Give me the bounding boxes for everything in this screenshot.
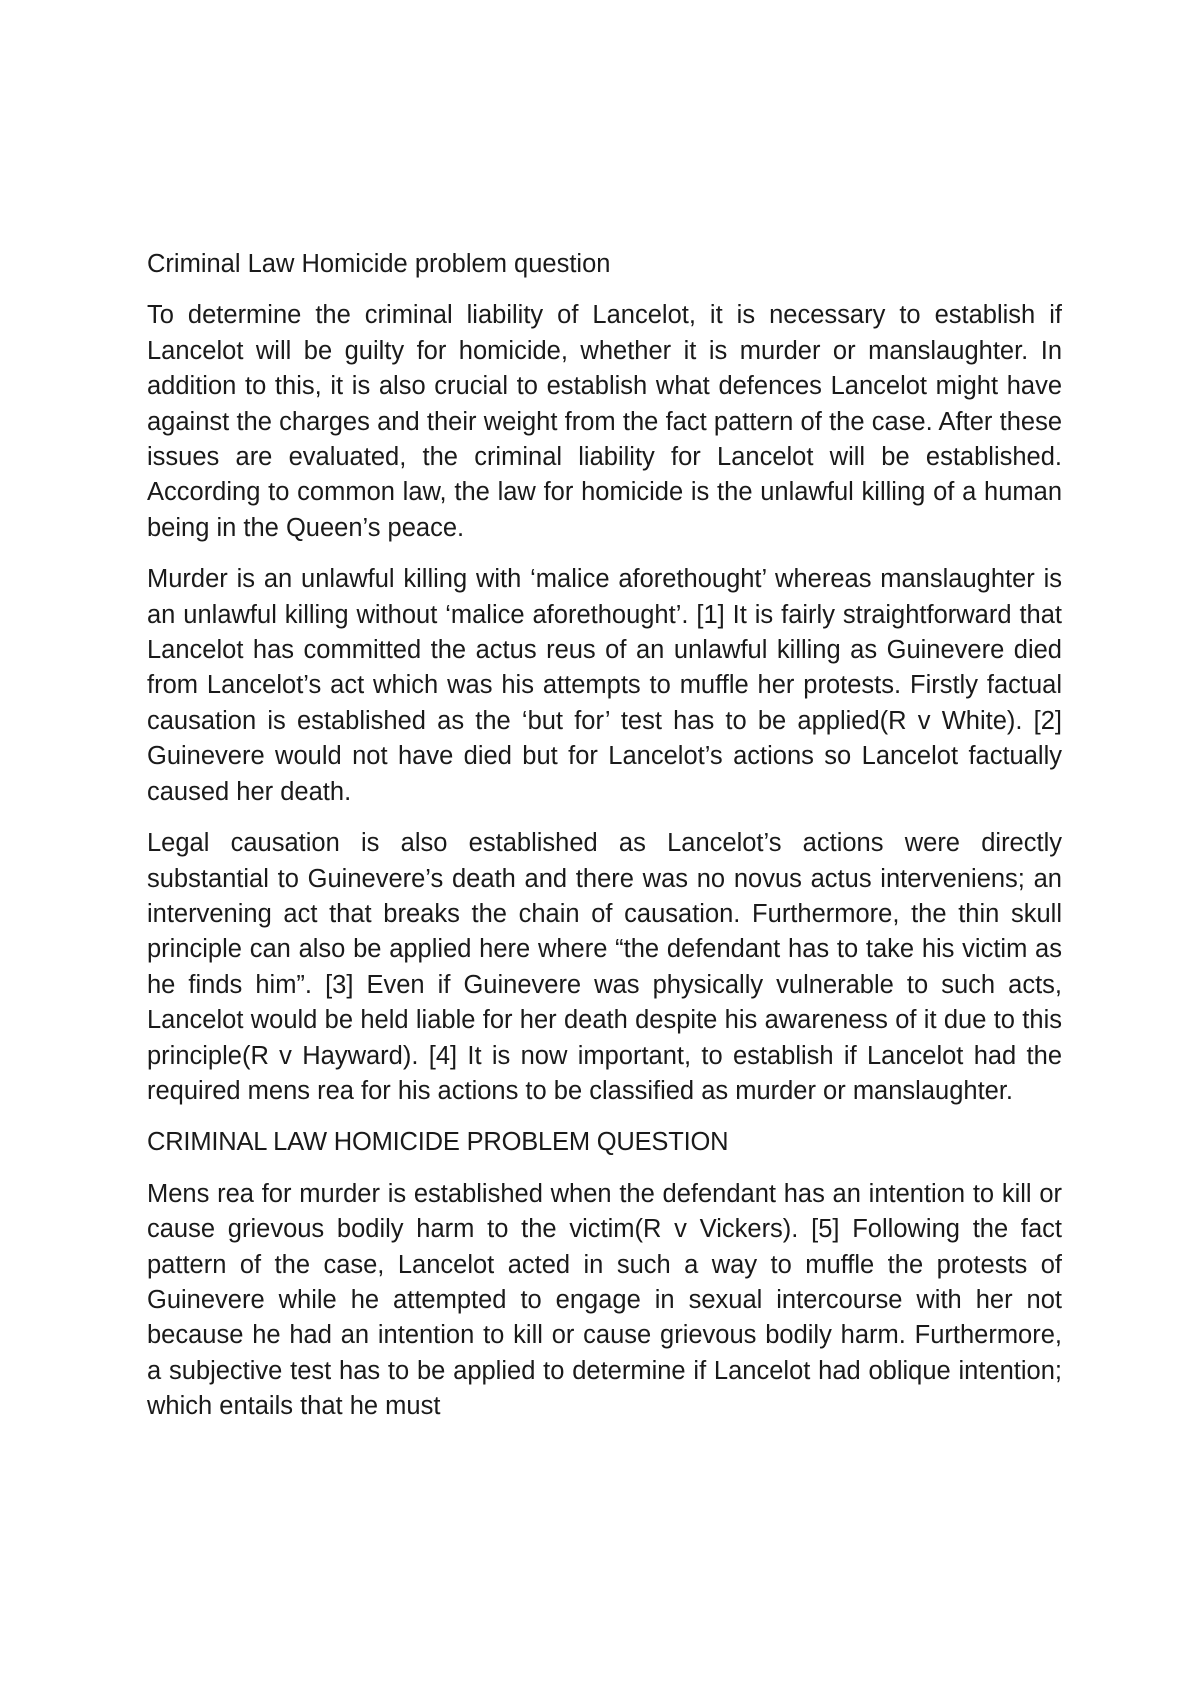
document-body: [147, 247, 1062, 1425]
paragraph-legal-causation: Legal causation is also established as Lancelot’s actions were directly substantial to Guinevere’s death and there was no novus actus interveniens; an intervening act that breaks the chain of causation. Furthermore, the thin skull principle can also be applied here where “the defendant has to take his victim as he finds him”. [3] Even if Guinevere was physically vulnerable to such acts, Lancelot would be held liable for her death despite his awareness of it due to this principle(R v Hayward). [4] It is now important, to establish if Lancelot had the required mens rea for his actions to be classified as murder or manslaughter.: [147, 829, 1062, 1105]
paragraph-mens-rea: Mens rea for murder is established when the defendant has an intention to kill or cause grievous bodily harm to the victim(R v Vickers). [5] Following the fact pattern of the case, Lancelot acted in such a way to muffle the protests of Guinevere while he attempted to engage in sexual intercourse with her not because he had an intention to kill or cause grievous bodily harm. Furthermore, a subjective test has to be applied to determine if Lancelot had oblique intention; which entails that he must: [147, 1179, 1062, 1421]
paragraph-introduction: To determine the criminal liability of Lancelot, it is necessary to establish if Lancelot will be guilty for homicide, whether it is murder or manslaughter. In addition to this, it is also crucial to establish what defences Lancelot might have against the charges and their weight from the fact pattern of the case. After these issues are evaluated, the criminal liability for Lancelot will be established. According to common law, the law for homicide is the unlawful killing of a human being in the Queen’s peace.: [147, 301, 1062, 542]
document-title: Criminal Law Homicide problem question: [147, 250, 611, 278]
paragraph-murder-definition: Murder is an unlawful killing with ‘malice aforethought’ whereas manslaughter is an unlawful killing without ‘malice aforethought’. [1] It is fairly straightforward that Lancelot has committed the actus reus of an unlawful killing as Guinevere died from Lancelot’s act which was his attempts to muffle her protests. Firstly factual causation is established as the ‘but for’ test has to be applied(R v White). [2] Guinevere would not have died but for Lancelot’s actions so Lancelot factually caused her death.: [147, 565, 1062, 806]
section-heading: CRIMINAL LAW HOMICIDE PROBLEM QUESTION: [147, 1128, 729, 1157]
